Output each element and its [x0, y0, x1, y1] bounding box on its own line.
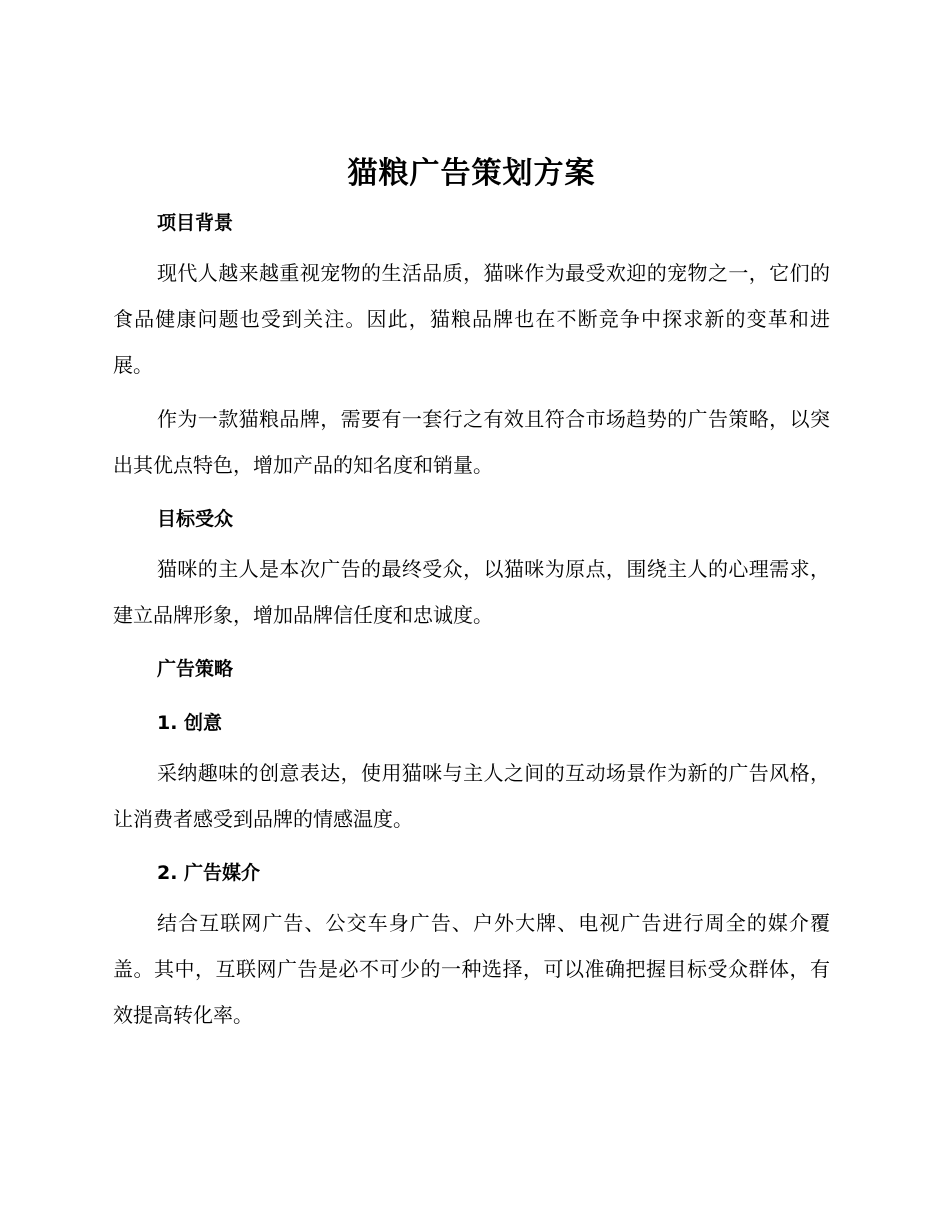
section-heading-audience: 目标受众 — [157, 508, 234, 530]
paragraph-creative: 采纳趣味的创意表达，使用猫咪与主人之间的互动场景作为新的广告风格，让消费者感受到品牌的情感温度。 — [113, 761, 830, 831]
paragraph-background-2: 作为一款猫粮品牌，需要有一套行之有效且符合市场趋势的广告策略，以突出其优点特色，增加产品的知名度和销量。 — [113, 407, 830, 477]
paragraph-background-1: 现代人越来越重视宠物的生活品质，猫咪作为最受欢迎的宠物之一，它们的食品健康问题也受到关注。因此，猫粮品牌也在不断竞争中探求新的变革和进展。 — [113, 261, 830, 377]
section-heading-background: 项目背景 — [157, 212, 234, 234]
subheading-media: 2. 广告媒介 — [157, 862, 261, 884]
document-page — [113, 148, 830, 1038]
section-heading-strategy: 广告策略 — [157, 658, 234, 680]
paragraph-audience-1: 猫咪的主人是本次广告的最终受众，以猫咪为原点，围绕主人的心理需求，建立品牌形象，增加品牌信任度和忠诚度。 — [113, 557, 830, 627]
document-title: 猫粮广告策划方案 — [347, 156, 596, 191]
subheading-creative: 1. 创意 — [157, 712, 223, 734]
paragraph-media: 结合互联网广告、公交车身广告、户外大牌、电视广告进行周全的媒介覆盖。其中，互联网广告是必不可少的一种选择，可以准确把握目标受众群体，有效提高转化率。 — [113, 911, 830, 1027]
